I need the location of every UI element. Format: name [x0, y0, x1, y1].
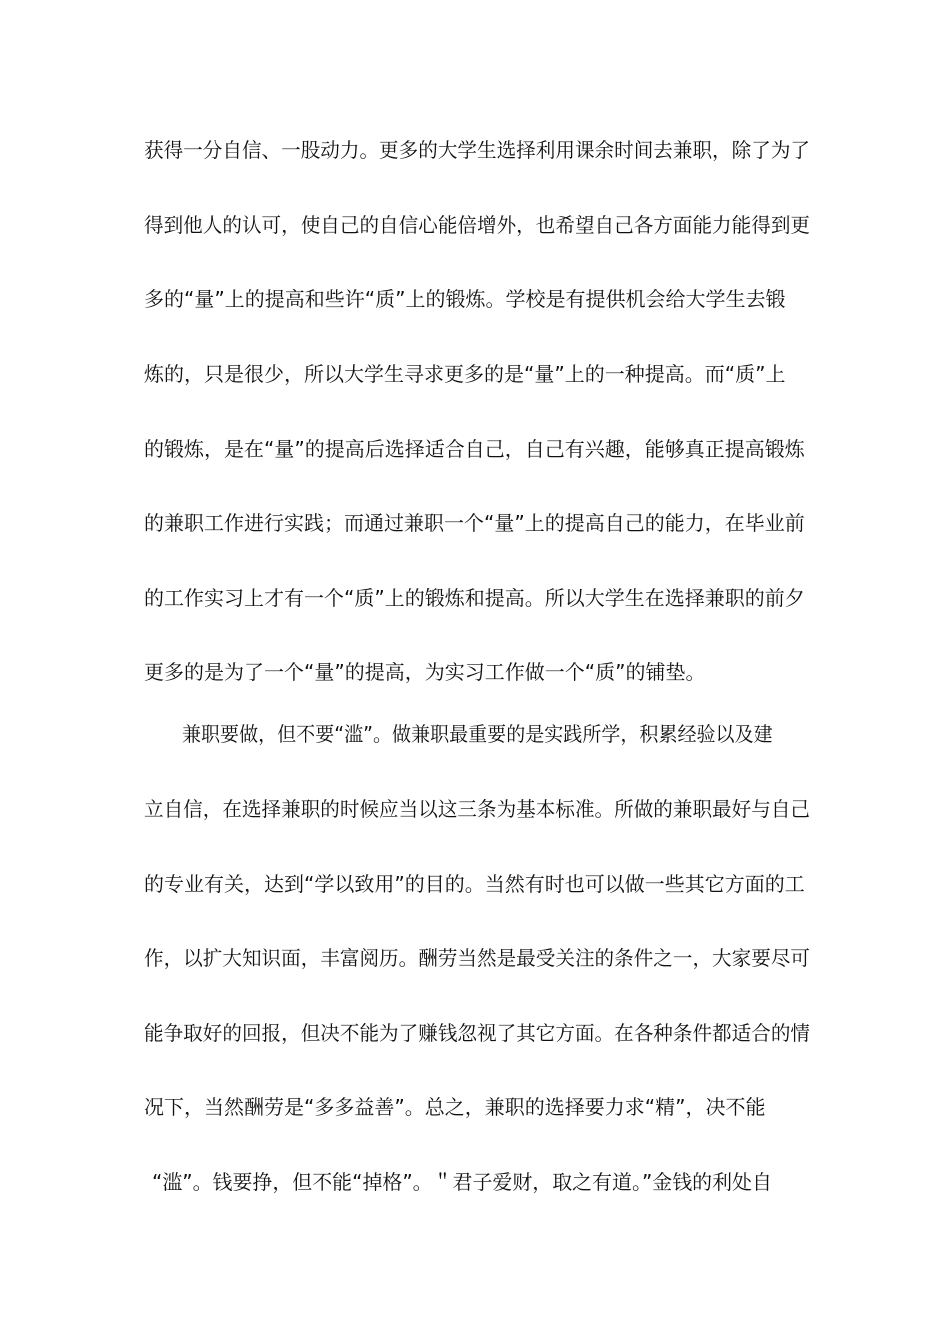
paragraph-line: 的专业有关，达到“学以致用”的目的。当然有时也可以做一些其它方面的工 — [144, 872, 805, 896]
paragraph-line: 得到他人的认可，使自己的自信心能倍增外，也希望自己各方面能力能得到更 — [144, 213, 810, 237]
paragraph-line: 立自信，在选择兼职的时候应当以这三条为基本标准。所做的兼职最好与自己 — [144, 797, 810, 821]
paragraph-line: 更多的是为了一个“量”的提高，为实习工作做一个“质”的铺垫。 — [144, 660, 706, 684]
paragraph-line: 作，以扩大知识面，丰富阅历。酬劳当然是最受关注的条件之一，大家要尽可 — [144, 946, 810, 970]
paragraph-line: 况下，当然酬劳是“多多益善”。总之，兼职的选择要力求“精”，决不能 — [144, 1095, 766, 1119]
paragraph-line: 的兼职工作进行实践；而通过兼职一个“量”上的提高自己的能力，在毕业前 — [144, 511, 805, 535]
paragraph-line: “滥”。钱要挣，但不能“掉格”。＂君子爱财，取之有道。”金钱的利处自 — [152, 1170, 772, 1194]
paragraph-line: 的锻炼，是在“量”的提高后选择适合自己，自己有兴趣，能够真正提高锻炼 — [144, 437, 805, 461]
paragraph-line: 的工作实习上才有一个“质”上的锻炼和提高。所以大学生在选择兼职的前夕 — [144, 586, 805, 610]
paragraph-line: 获得一分自信、一股动力。更多的大学生选择利用课余时间去兼职，除了为了 — [144, 138, 810, 162]
paragraph-line: 多的“量”上的提高和些许“质”上的锻炼。学校是有提供机会给大学生去锻 — [144, 287, 786, 311]
paragraph-first-line: 兼职要做，但不要“滥”。做兼职最重要的是实践所学，积累经验以及建 — [182, 722, 773, 746]
paragraph-line: 能争取好的回报，但决不能为了赚钱忽视了其它方面。在各种条件都适合的情 — [144, 1021, 810, 1045]
paragraph-line: 炼的，只是很少，所以大学生寻求更多的是“量”上的一种提高。而“质”上 — [144, 362, 786, 386]
